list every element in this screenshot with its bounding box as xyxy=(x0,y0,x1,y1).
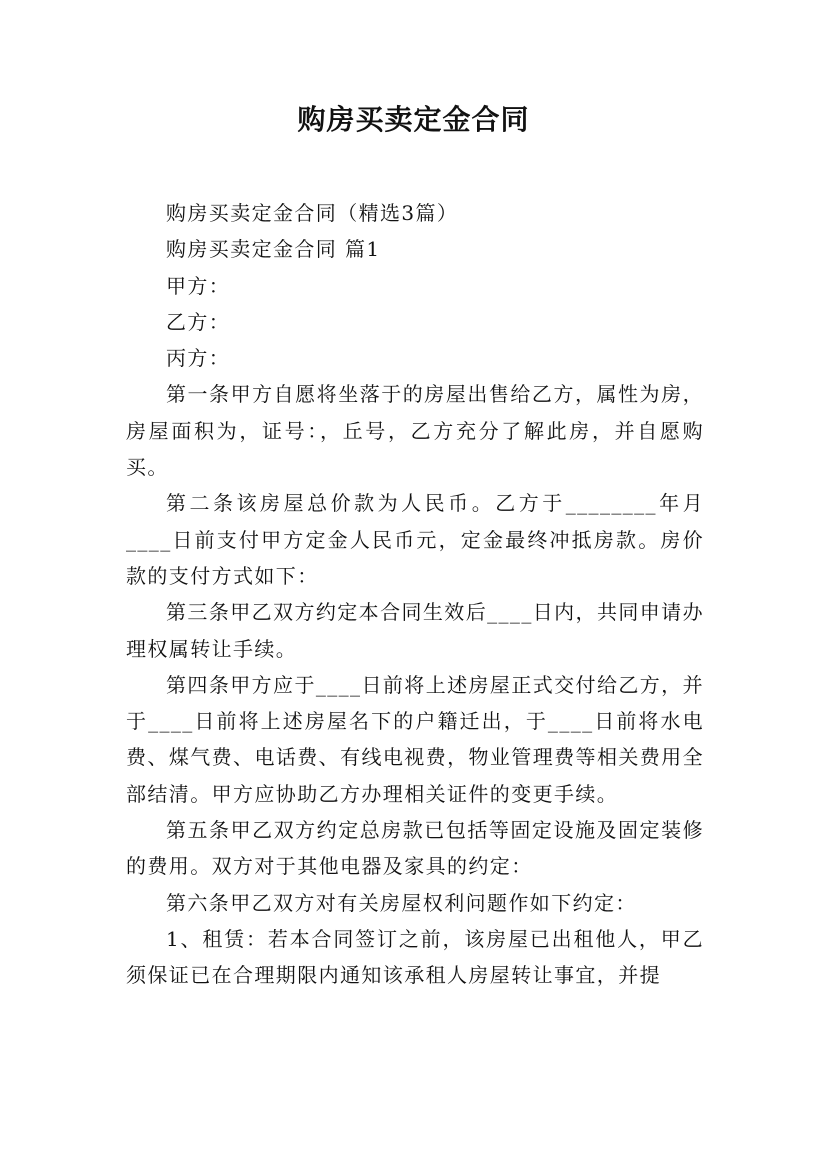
paragraph-article-6: 第六条甲乙双方对有关房屋权利问题作如下约定： xyxy=(166,890,637,915)
paragraph-clause-1: 1、租赁：若本合同签订之前，该房屋已出租他人，甲乙须保证已在合理期限内通知该承租人房屋转让事宜，并提 xyxy=(126,926,704,988)
paragraph-section-heading: 购房买卖定金合同 篇1 xyxy=(166,237,381,262)
paragraph-party-b: 乙方： xyxy=(166,309,231,334)
paragraph-party-c: 丙方： xyxy=(166,346,231,371)
paragraph-article-4: 第四条甲方应于____日前将上述房屋正式交付给乙方，并于____日前将上述房屋名下的户籍迁出，于____日前将水电费、煤气费、电话费、有线电视费，物业管理费等相关费用全部结清。甲方应协助乙方办理相关证件的变更手续。 xyxy=(126,672,704,806)
document-title: 购房买卖定金合同 xyxy=(297,103,530,136)
paragraph-article-5: 第五条甲乙双方约定总房款已包括等固定设施及固定装修的费用。双方对于其他电器及家具的约定： xyxy=(126,818,704,879)
paragraph-article-3: 第三条甲乙双方约定本合同生效后____日内，共同申请办理权属转让手续。 xyxy=(126,600,704,661)
paragraph-article-2: 第二条该房屋总价款为人民币。乙方于________年月____日前支付甲方定金人民币元，定金最终冲抵房款。房价款的支付方式如下： xyxy=(126,491,704,588)
paragraph-article-1: 第一条甲方自愿将坐落于的房屋出售给乙方，属性为房，房屋面积为，证号：，丘号，乙方充分了解此房，并自愿购买。 xyxy=(126,382,704,480)
paragraph-subtitle: 购房买卖定金合同（精选3篇） xyxy=(166,201,459,225)
document-body xyxy=(126,195,704,994)
paragraph-party-a: 甲方： xyxy=(166,273,231,298)
